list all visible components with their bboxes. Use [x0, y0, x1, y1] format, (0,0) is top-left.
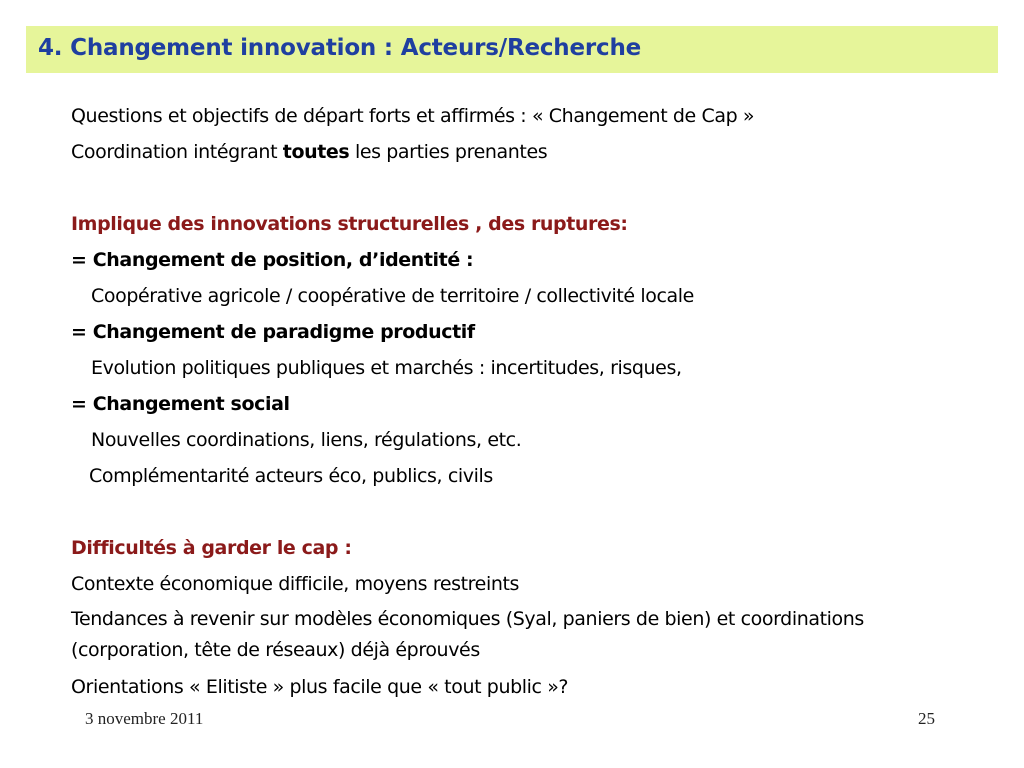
item-title-social: = Changement social	[71, 393, 290, 415]
difficulty-item-1: Contexte économique difficile, moyens restreints	[71, 573, 520, 595]
coordination-text-bold: toutes	[282, 141, 350, 163]
difficulty-item-2: Tendances à revenir sur modèles économiques (Syal, paniers de bien) et coordinations (corporation, tête de réseaux) déjà éprouvés	[71, 608, 864, 661]
intro-line-coordination	[71, 134, 971, 170]
slide-content	[71, 98, 971, 705]
item-detail-social-1: Nouvelles coordinations, liens, régulations, etc.	[91, 429, 522, 451]
item-detail-paradigme: Evolution politiques publiques et marchés : incertitudes, risques,	[91, 357, 682, 379]
item-detail-position: Coopérative agricole / coopérative de territoire / collectivité locale	[91, 285, 694, 307]
slide-title: 4. Changement innovation : Acteurs/Recherche	[38, 35, 642, 61]
item-title-position: = Changement de position, d’identité :	[71, 249, 474, 271]
section-heading-innovations: Implique des innovations structurelles , des ruptures:	[71, 213, 628, 235]
footer-page-number: 25	[918, 709, 935, 728]
title-bar	[26, 26, 998, 73]
spacer	[71, 170, 971, 206]
item-title-paradigme: = Changement de paradigme productif	[71, 321, 475, 343]
coordination-text-post: les parties prenantes	[349, 141, 548, 163]
coordination-text-pre: Coordination intégrant	[71, 141, 283, 163]
intro-line-objectives: Questions et objectifs de départ forts et affirmés : « Changement de Cap »	[71, 105, 755, 127]
spacer	[71, 494, 971, 530]
item-detail-social-2: Complémentarité acteurs éco, publics, civils	[89, 465, 493, 487]
difficulty-item-3: Orientations « Elitiste » plus facile que « tout public »?	[71, 676, 569, 698]
footer-date: 3 novembre 2011	[85, 709, 204, 728]
section-heading-difficultes: Difficultés à garder le cap :	[71, 537, 352, 559]
